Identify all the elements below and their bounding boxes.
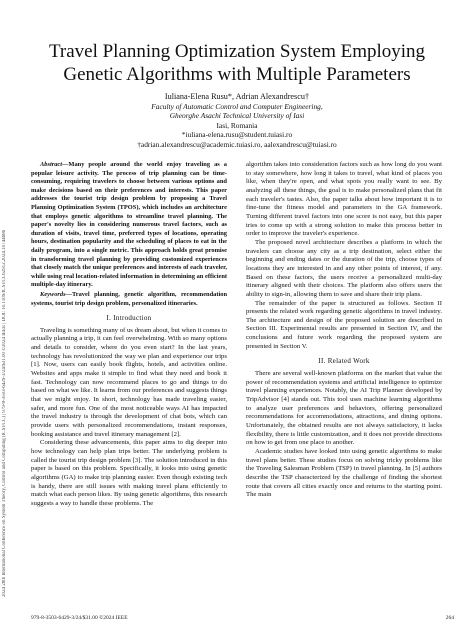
title-line-2: Genetic Algorithms with Multiple Parameters [63, 64, 411, 85]
side-stamp [2, 62, 14, 597]
intro-paragraph-2: Considering these advancements, this paper aims to dig deeper into how technology can help plan trips better. The underlying problem is called the tourist trip design problem [3]. The solution introduced in this paper is based on this problem. Specifically, it looks into using genetic algorithms (GA) to make trip planning easier. Even though existing tech is handy, there are still issues with making travel plans efficiently to match what each person likes. By using genetic algorithms, this research suggests a way to handle these problems. The [31, 439, 227, 507]
page-number: 264 [445, 615, 454, 621]
author-university: Gheorghe Asachi Technical University of Iasi [169, 111, 305, 121]
keywords-text: —Travel planning, genetic algorithm, recommendation systems, tourist trip design problem, personalized itineraries. [31, 290, 227, 307]
intro-paragraph-3: algorithm takes into consideration factors such as how long do you want to stay somewhere, how long it takes to travel, what kind of places you like, when they're open, and what spots you really want to see. By analyzing all these things, the goal is to make personalized plans that fit each traveler's tastes. Also, the paper talks about how important it is to fine-tune the fitness model and parameters in the GA framework. Turning different travel factors into one score is not easy, but this paper tries to come up with a strong solution to make this process better in order to improve the traveler's experience. [246, 161, 442, 238]
left-column [31, 161, 227, 509]
related-paragraph-1: There are several well-known platforms on the market that value the power of recommendation systems and artificial intelligence to optimize travel planning experiences. Notably, the AI Trip Planner developed by TripAdvisor [4] stands out. This tool uses machine learning algorithms to analyze user preferences and behaviors, offering personalized recommendations for accommodations, attractions, and dining options. Unfortunately, the obtained results are not always satisfactory, it lacks flexibility, there is little customization, and it does not provide directions on how to get from one place to another. [246, 370, 442, 447]
section-heading-introduction: I. Introduction [106, 314, 152, 323]
intro-paragraph-4: The proposed novel architecture describes a platform in which the travelers can choose any city as a trip destination, select either the beginning and ending dates or the duration of the trip, choose types of locations they are interested in and any other points of interest, if any. Based on these factors, the users receive a personalized multi-day itinerary aligned with their choices. The platform also offers users the ability to sign-in, allowing them to save and share their trip plans. [246, 238, 442, 298]
related-paragraph-2: Academic studies have looked into using genetic algorithms to make travel plans better. These studies focus on solving tricky problems like the Traveling Salesman Problem (TSP) in travel planning. In [5] authors describe the TSP characterized by the challenge of finding the shortest route that covers all cities exactly once and returns to the starting point. The main [246, 448, 442, 499]
keywords [31, 291, 227, 308]
author-city: Iasi, Romania [216, 120, 258, 130]
paper-title [20, 40, 454, 86]
intro-paragraph-1: Traveling is something many of us dream about, but when it comes to actually planning a trip, it can feel overwhelming. With so many options and details to consider, where do you even start? In the last years, technology has revolutionized the way we plan and experience our trips [1]. Now, users can easily book flights, hotels, and activities online. Websites and apps make it simple to find what they need and book it fast. Technology can now recommend places to go and things to do based on what we like. It learns from our preferences and suggests things that we might enjoy. In short, technology has made traveling easier, safer, and more fun. One of the most noticeable ways AI has impacted the travel industry is through the development of chat bots, which can provide users with personalized recommendations, instant responses, booking assistance and travel itinerary management [2]. [31, 326, 227, 438]
doi-stamp: 2024 28th International Conference on System Theory, Control and Computing (ICSTCC) | 979-8-3503-6429-3/24/$31.00 ©2024 IEEE | DOI: 10.1109/ICSTCC62912.2024.10744686 [2, 229, 7, 597]
author-faculty: Faculty of Automatic Control and Computer Engineering, [151, 101, 323, 111]
author-email-1: *iuliana-elena.rusu@student.tuiasi.ro [181, 130, 293, 140]
footer-copyright: 979-8-3503-6429-3/24/$31.00 ©2024 IEEE [31, 615, 128, 621]
abstract [31, 161, 227, 290]
right-column [246, 161, 442, 500]
author-email-2: †adrian.alexandrescu@academic.tuiasi.ro, aalexandrescu@tuiasi.ro [137, 139, 337, 149]
section-heading-related-work: II. Related Work [318, 357, 370, 366]
title-line-1: Travel Planning Optimization System Employing [48, 41, 426, 62]
abstract-lead: Abstract [40, 161, 63, 168]
keywords-lead: Keywords [40, 290, 66, 298]
author-block [20, 92, 454, 150]
author-names: Iuliana-Elena Rusu*, Adrian Alexandrescu† [164, 92, 310, 101]
intro-paragraph-5: The remainder of the paper is structured as follows. Section II presents the related work regarding genetic algorithms in travel industry. The architecture and design of the proposed solution are described in Section III. Experimental results are presented in Section IV, and the conclusions and future work regarding the proposed system are presented in Section V. [246, 299, 442, 350]
abstract-text: —Many people around the world enjoy traveling as a popular leisure activity. The process of trip planning can be time-consuming, requiring travelers to choose between various options and make decisions based on their preferences and interests. This paper addresses the tourist trip design problem by proposing a Travel Planning Optimization System (TPOS), which includes an architecture that employs genetic algorithms to streamline travel planning. The paper's novelty lies in considering numerous travel factors, such as duration of visits, travel time, preferred types of locations, operating hours, destination popularity and the scheduling of places to eat in the daily program, into a single metric. This approach holds great promise in transforming travel planning by providing customized experiences that closely match the unique preferences and interests of each traveler, while using real location-related information in determining an efficient multiple-day itinerary. [31, 161, 227, 289]
